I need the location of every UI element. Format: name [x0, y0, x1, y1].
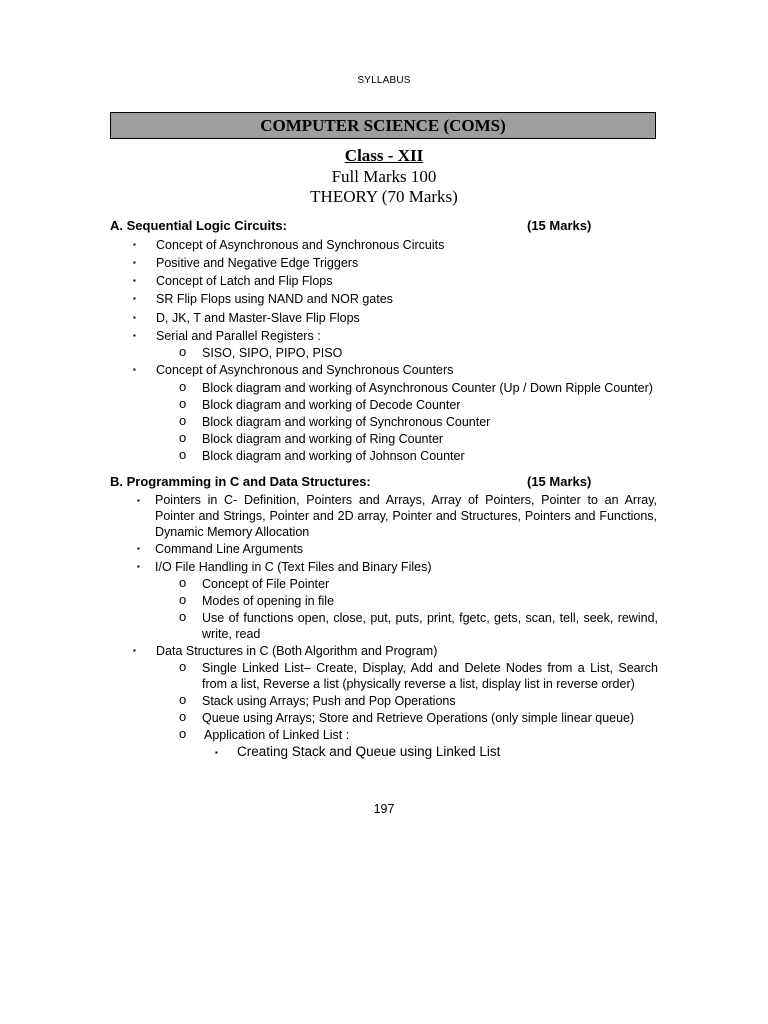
list-item: Serial and Parallel Registers :: [156, 329, 321, 343]
square-bullet-icon: ▪: [137, 496, 140, 505]
sub-list-item: Concept of File Pointer: [202, 577, 330, 591]
circle-bullet-icon: o: [179, 659, 187, 674]
square-bullet-icon: ▪: [133, 331, 136, 340]
sub-list-item: Queue using Arrays; Store and Retrieve Operations (only simple linear queue): [202, 711, 635, 725]
section-a-marks: (15 Marks): [527, 218, 592, 233]
list-item: Command Line Arguments: [155, 542, 303, 556]
square-bullet-icon: ▪: [133, 313, 136, 322]
sub-list-item: Modes of opening in file: [202, 594, 335, 608]
square-bullet-icon: ▪: [133, 276, 136, 285]
circle-bullet-icon: o: [179, 692, 187, 707]
circle-bullet-icon: o: [179, 447, 187, 462]
page-number: 197: [373, 802, 395, 816]
circle-bullet-icon: o: [179, 609, 187, 624]
sub-list-item: Stack using Arrays; Push and Pop Operations: [202, 694, 456, 708]
section-b-marks: (15 Marks): [527, 474, 592, 489]
theory-marks: THEORY (70 Marks): [310, 187, 458, 206]
subject-title-box: [110, 112, 656, 139]
list-item: Data Structures in C (Both Algorithm and Program): [156, 644, 438, 658]
square-bullet-icon: ▪: [133, 240, 136, 249]
circle-bullet-icon: o: [179, 396, 187, 411]
list-item: Pointers in C- Definition, Pointers and Arrays, Array of Pointers, Pointer to an Array, Pointer and Strings, Pointer and 2D array, Pointer and Structures, Pointers and Functions, Dynamic Memory Allocation: [155, 493, 657, 539]
sub-list-item: SISO, SIPO, PIPO, PISO: [202, 346, 343, 360]
sub-list-item: Block diagram and working of Synchronous Counter: [202, 415, 491, 429]
circle-bullet-icon: o: [179, 592, 187, 607]
sub-list-item: Single Linked List– Create, Display, Add and Delete Nodes from a List, Search from a list, Reverse a list (physically reverse a list, display list in reverse order): [202, 661, 658, 691]
list-item: Concept of Asynchronous and Synchronous Counters: [156, 363, 454, 377]
list-item: Positive and Negative Edge Triggers: [156, 256, 359, 270]
square-bullet-icon: ▪: [215, 748, 218, 757]
circle-bullet-icon: o: [179, 726, 187, 741]
full-marks: Full Marks 100: [331, 167, 437, 186]
list-item: Concept of Asynchronous and Synchronous Circuits: [156, 238, 445, 252]
square-bullet-icon: ▪: [133, 258, 136, 267]
section-b-heading: B. Programming in C and Data Structures:: [110, 474, 371, 489]
square-bullet-icon: ▪: [133, 294, 136, 303]
sub-list-item: Use of functions open, close, put, puts, print, fgetc, gets, scan, tell, seek, rewind, write, read: [202, 611, 658, 641]
square-bullet-icon: ▪: [137, 544, 140, 553]
sub-list-item: Block diagram and working of Ring Counter: [202, 432, 444, 446]
section-a-heading: A. Sequential Logic Circuits:: [110, 218, 287, 233]
circle-bullet-icon: o: [179, 413, 187, 428]
square-bullet-icon: ▪: [137, 562, 140, 571]
sub-list-item: Application of Linked List :: [204, 728, 350, 742]
circle-bullet-icon: o: [179, 430, 187, 445]
square-bullet-icon: ▪: [133, 646, 136, 655]
list-item: D, JK, T and Master-Slave Flip Flops: [156, 311, 360, 325]
sub-list-item: Block diagram and working of Johnson Counter: [202, 449, 465, 463]
list-item: I/O File Handling in C (Text Files and Binary Files): [155, 560, 432, 574]
list-item: Concept of Latch and Flip Flops: [156, 274, 333, 288]
circle-bullet-icon: o: [179, 575, 187, 590]
sub-list-item: Block diagram and working of Decode Counter: [202, 398, 461, 412]
sub-sub-list-item: Creating Stack and Queue using Linked List: [237, 744, 501, 759]
sub-list-item: Block diagram and working of Asynchronous Counter (Up / Down Ripple Counter): [202, 381, 653, 395]
square-bullet-icon: ▪: [133, 365, 136, 374]
list-item: SR Flip Flops using NAND and NOR gates: [156, 292, 393, 306]
circle-bullet-icon: o: [179, 709, 187, 724]
circle-bullet-icon: o: [179, 379, 187, 394]
subject-title: COMPUTER SCIENCE (COMS): [260, 116, 506, 135]
class-title: Class - XII: [344, 146, 424, 165]
circle-bullet-icon: o: [179, 344, 187, 359]
page-header-label: SYLLABUS: [357, 75, 411, 86]
